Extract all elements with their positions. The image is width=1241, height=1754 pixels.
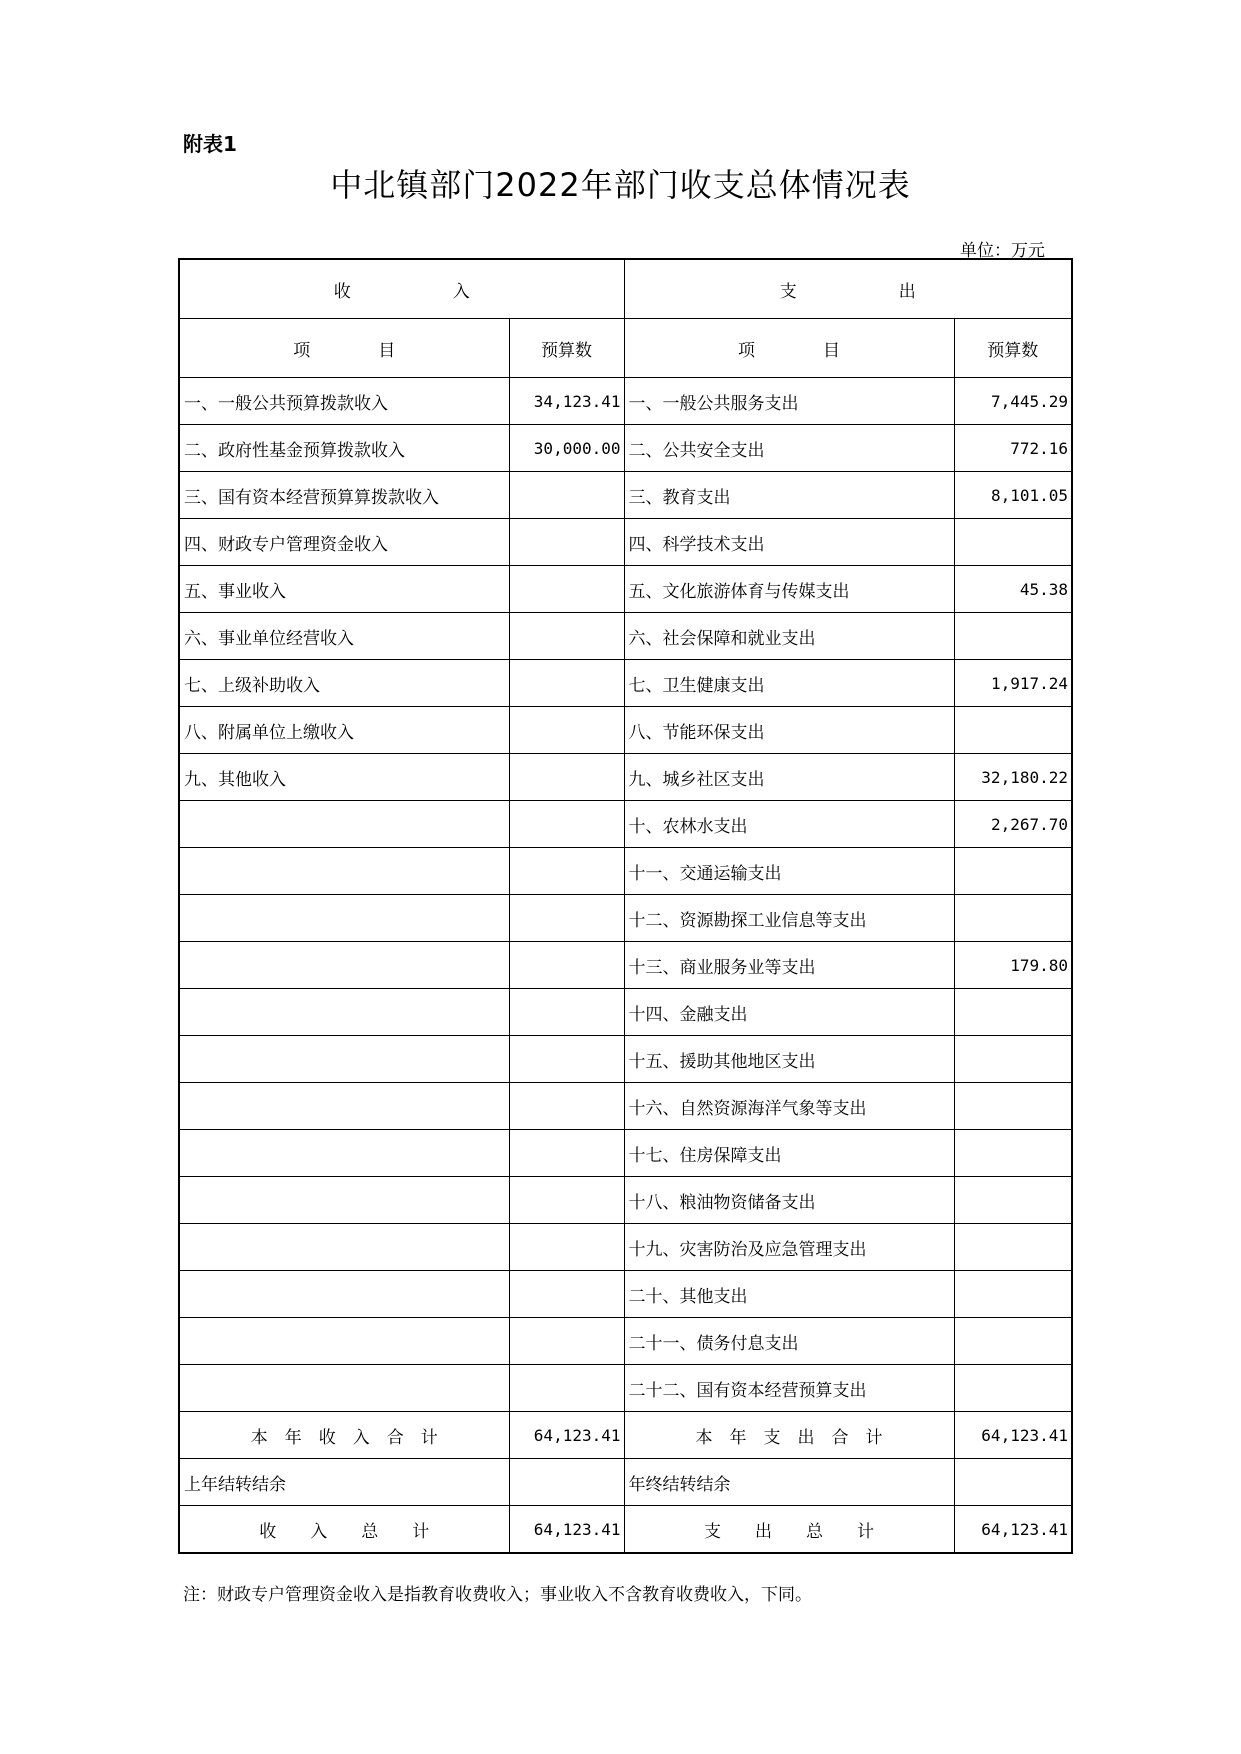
section-header-row [179, 259, 1072, 319]
column-header-row [179, 319, 1072, 378]
table-row [179, 1036, 1072, 1083]
income-value [509, 848, 624, 895]
expense-item: 十二、资源勘探工业信息等支出 [624, 895, 954, 942]
year-total-row [179, 1412, 1072, 1459]
expense-value [954, 707, 1072, 754]
income-item-header: 项 目 [179, 319, 509, 378]
table-row [179, 989, 1072, 1036]
income-item: 九、其他收入 [179, 754, 509, 801]
expense-item: 二、公共安全支出 [624, 425, 954, 472]
attachment-label: 附表1 [183, 132, 237, 156]
income-value [509, 472, 624, 519]
income-item: 二、政府性基金预算拨款收入 [179, 425, 509, 472]
expense-item: 五、文化旅游体育与传媒支出 [624, 566, 954, 613]
income-value [509, 1365, 624, 1412]
expense-item: 二十、其他支出 [624, 1271, 954, 1318]
income-budget-header: 预算数 [509, 319, 624, 378]
expense-item-header: 项 目 [624, 319, 954, 378]
expense-total-label: 支 出 总 计 [624, 1506, 954, 1554]
expense-item: 十七、住房保障支出 [624, 1130, 954, 1177]
income-value [509, 1036, 624, 1083]
income-item: 四、财政专户管理资金收入 [179, 519, 509, 566]
income-value: 34,123.41 [509, 378, 624, 425]
expense-value [954, 1177, 1072, 1224]
table-row [179, 942, 1072, 989]
income-value [509, 942, 624, 989]
expense-value [954, 895, 1072, 942]
expense-item: 十五、援助其他地区支出 [624, 1036, 954, 1083]
page-title: 中北镇部门2022年部门收支总体情况表 [330, 166, 911, 204]
income-item [179, 1271, 509, 1318]
expense-value [954, 519, 1072, 566]
table-row [179, 707, 1072, 754]
income-value [509, 1318, 624, 1365]
expense-item: 十、农林水支出 [624, 801, 954, 848]
income-total-value: 64,123.41 [509, 1412, 624, 1459]
table-row [179, 519, 1072, 566]
expense-item: 十六、自然资源海洋气象等支出 [624, 1083, 954, 1130]
expense-value [954, 989, 1072, 1036]
table-row [179, 1130, 1072, 1177]
table-row [179, 613, 1072, 660]
table-row [179, 472, 1072, 519]
income-total-label: 收 入 总 计 [179, 1506, 509, 1554]
table-row [179, 895, 1072, 942]
table-row [179, 1083, 1072, 1130]
expense-item: 十三、商业服务业等支出 [624, 942, 954, 989]
expense-total-value: 64,123.41 [954, 1506, 1072, 1554]
income-value [509, 754, 624, 801]
income-item: 八、附属单位上缴收入 [179, 707, 509, 754]
income-value [509, 1130, 624, 1177]
expense-value: 7,445.29 [954, 378, 1072, 425]
income-total-value [509, 1459, 624, 1506]
expense-item: 十四、金融支出 [624, 989, 954, 1036]
table-row [179, 378, 1072, 425]
income-value [509, 895, 624, 942]
table-row [179, 1177, 1072, 1224]
income-value [509, 989, 624, 1036]
expense-value [954, 1365, 1072, 1412]
income-item [179, 895, 509, 942]
expense-value [954, 848, 1072, 895]
income-value [509, 1083, 624, 1130]
expense-total-label: 本 年 支 出 合 计 [624, 1412, 954, 1459]
expense-item: 九、城乡社区支出 [624, 754, 954, 801]
expense-item: 二十二、国有资本经营预算支出 [624, 1365, 954, 1412]
expense-value: 32,180.22 [954, 754, 1072, 801]
expense-item: 十八、粮油物资储备支出 [624, 1177, 954, 1224]
expense-total-label: 年终结转结余 [624, 1459, 954, 1506]
expense-total-value: 64,123.41 [954, 1412, 1072, 1459]
income-item [179, 848, 509, 895]
footnote: 注：财政专户管理资金收入是指教育收费收入；事业收入不含教育收费收入，下同。 [183, 1585, 812, 1605]
table-row [179, 754, 1072, 801]
expense-value [954, 1083, 1072, 1130]
expense-value [954, 1318, 1072, 1365]
grand-total-row [179, 1506, 1072, 1554]
income-total-value: 64,123.41 [509, 1506, 624, 1554]
income-value [509, 1271, 624, 1318]
table-row [179, 1318, 1072, 1365]
expense-value [954, 1224, 1072, 1271]
expense-value: 2,267.70 [954, 801, 1072, 848]
income-item: 五、事业收入 [179, 566, 509, 613]
income-item [179, 801, 509, 848]
income-item [179, 1130, 509, 1177]
income-item: 三、国有资本经营预算算拨款收入 [179, 472, 509, 519]
expense-item: 十九、灾害防治及应急管理支出 [624, 1224, 954, 1271]
expense-item: 三、教育支出 [624, 472, 954, 519]
income-item: 六、事业单位经营收入 [179, 613, 509, 660]
expense-item: 八、节能环保支出 [624, 707, 954, 754]
expense-value: 45.38 [954, 566, 1072, 613]
income-total-label: 本 年 收 入 合 计 [179, 1412, 509, 1459]
income-item: 一、一般公共预算拨款收入 [179, 378, 509, 425]
expense-item: 四、科学技术支出 [624, 519, 954, 566]
expense-value [954, 1130, 1072, 1177]
table-row [179, 801, 1072, 848]
income-value: 30,000.00 [509, 425, 624, 472]
expense-value: 179.80 [954, 942, 1072, 989]
income-total-label: 上年结转结余 [179, 1459, 509, 1506]
expense-item: 十一、交通运输支出 [624, 848, 954, 895]
income-item [179, 1318, 509, 1365]
income-item [179, 942, 509, 989]
income-value [509, 1177, 624, 1224]
table-row [179, 1224, 1072, 1271]
budget-table [178, 258, 1073, 1554]
table-row [179, 566, 1072, 613]
expense-value [954, 1036, 1072, 1083]
income-item [179, 1177, 509, 1224]
expense-item: 六、社会保障和就业支出 [624, 613, 954, 660]
expense-budget-header: 预算数 [954, 319, 1072, 378]
income-value [509, 707, 624, 754]
expense-total-value [954, 1459, 1072, 1506]
income-value [509, 519, 624, 566]
income-value [509, 566, 624, 613]
income-item [179, 1365, 509, 1412]
expense-value: 1,917.24 [954, 660, 1072, 707]
expense-value: 8,101.05 [954, 472, 1072, 519]
income-item [179, 989, 509, 1036]
expense-item: 一、一般公共服务支出 [624, 378, 954, 425]
income-value [509, 613, 624, 660]
carry-row [179, 1459, 1072, 1506]
income-value [509, 660, 624, 707]
income-header: 收 入 [179, 259, 624, 319]
income-value [509, 1224, 624, 1271]
table-row [179, 1271, 1072, 1318]
income-item [179, 1036, 509, 1083]
income-item [179, 1224, 509, 1271]
expense-item: 七、卫生健康支出 [624, 660, 954, 707]
table-row [179, 848, 1072, 895]
table-row [179, 1365, 1072, 1412]
table-row [179, 425, 1072, 472]
expense-item: 二十一、债务付息支出 [624, 1318, 954, 1365]
income-value [509, 801, 624, 848]
expense-header: 支 出 [624, 259, 1072, 319]
expense-value [954, 1271, 1072, 1318]
expense-value: 772.16 [954, 425, 1072, 472]
unit-label: 单位：万元 [960, 241, 1045, 261]
expense-value [954, 613, 1072, 660]
table-row [179, 660, 1072, 707]
income-item: 七、上级补助收入 [179, 660, 509, 707]
income-item [179, 1083, 509, 1130]
